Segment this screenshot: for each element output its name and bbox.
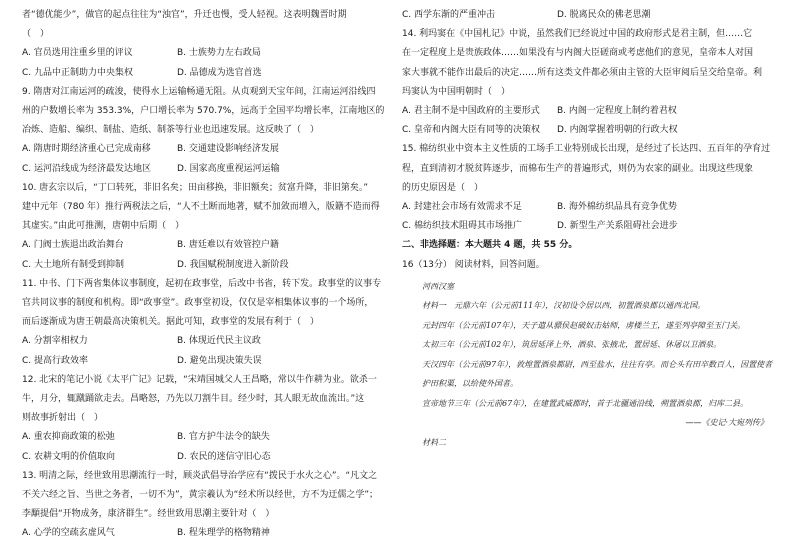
- text-line: 而后逐渐成为唐王朝最高决策机关。据此可知，政事堂的发展有利于（ ）: [22, 317, 320, 328]
- text-line: 其虚实。”由此可推测，唐朝中后期（ ）: [22, 221, 185, 232]
- material1-line: 太初三年（公元前102年），筑居延泽上外，酒泉、张掖北，置居延、休屠以卫酒泉。: [422, 340, 722, 350]
- option-text: B. 交通建设影响经济发展: [177, 144, 279, 155]
- option-text: A. 君主制不是中国政府的主要形式: [402, 106, 540, 117]
- option-text: B. 官方护牛法令的缺失: [177, 432, 270, 443]
- option-text: B. 唐廷难以有效管控户籍: [177, 240, 279, 251]
- text-line: 家大事就不能作出最后的决定……所有这类文件都必须由主管的大臣审阅后呈交给皇帝。利: [402, 67, 763, 78]
- section-title: 二、非选择题：本大题共 4 题，共 55 分。: [402, 240, 578, 251]
- material1-line: 元封四年（公元前107年），天子遣从骠侯赵破奴击姑师，虏楼兰王，遂至列亭障至玉门关。: [422, 320, 746, 330]
- text-line: 14. 利玛窦在《中国札记》中说，虽然我们已经说过中国的政府形式是君主制，但……它: [402, 29, 753, 40]
- option-row: [22, 64, 386, 83]
- option-row: [22, 44, 386, 63]
- text-line: （ ）: [22, 29, 50, 40]
- option-text: C. 农耕文明的价值取向: [22, 451, 116, 462]
- text-line: 者“德优能少”，做官的起点往往为“浊官”，升迁也慢，受人轻视。这表明魏晋时期: [22, 10, 347, 20]
- option-text: D. 内阁掌握着明朝的行政大权: [557, 125, 678, 136]
- text-line: 12. 北宋的笔记小说《太平广记》记载，“宋靖国城父人王昌略，常以牛作耕为业。欲杀一: [22, 374, 377, 385]
- option-text: C. 大土地所有制受到抑制: [22, 259, 125, 270]
- material1-source: ——《史记·大宛列传》: [685, 418, 768, 428]
- option-text: C. 九品中正制助力中央集权: [22, 67, 134, 78]
- option-text: B. 士族势力左右政局: [177, 48, 261, 59]
- option-text: C. 运河沿线成为经济最发达地区: [22, 163, 152, 174]
- option-row: [22, 524, 386, 543]
- option-text: D. 新型生产关系阻碍社会进步: [557, 221, 678, 232]
- option-row: [22, 140, 386, 159]
- option-row: [402, 102, 774, 121]
- option-text: B. 海外棉纺织品具有竞争优势: [557, 202, 677, 213]
- option-text: A. 官员选用注重乡里的评议: [22, 48, 133, 59]
- text-line: 11. 中书、门下两省集体议事制度，起初在政事堂，后改中书省，转下发。政事堂的议事专: [22, 278, 382, 289]
- option-text: B. 体现近代民主议政: [177, 336, 261, 347]
- option-row: [22, 332, 386, 351]
- option-text: A. 分割宰相权力: [22, 336, 88, 347]
- option-row: [402, 121, 774, 140]
- option-text: D. 避免出现决策失误: [177, 355, 262, 366]
- question-16-prompt: 16（13分） 阅读材料，回答问题。: [402, 259, 545, 270]
- text-line: 13. 明清之际，经世致用思潮流行一时，顾炎武倡导治学应有“拨民于水火之心”。“凡文之: [22, 470, 378, 481]
- material2-label: 材料二: [422, 437, 446, 447]
- option-text: A. 门阀士族退出政治舞台: [22, 240, 124, 251]
- option-text: B. 程朱理学的格物精神: [177, 528, 270, 539]
- option-row: [22, 236, 386, 255]
- option-text: D. 农民的迷信守旧心态: [177, 451, 271, 462]
- material1-title: 河西汉塞: [422, 281, 454, 291]
- option-text: A. 心学的空疏玄虚风气: [22, 528, 115, 539]
- right-column: [402, 6, 774, 452]
- option-text: D. 我国赋税制度进入新阶段: [177, 259, 289, 270]
- text-line: 则故事折射出（ ）: [22, 413, 104, 424]
- option-row: [22, 448, 386, 467]
- material1-line: 材料一 元鼎六年（公元前111年），汉初设令居以西，初置酒泉郡以通西北国。: [422, 301, 706, 311]
- option-text: C. 皇帝和内阁大臣有同等的决策权: [402, 125, 541, 136]
- option-row: [22, 352, 386, 371]
- option-text: B. 内阁一定程度上制约着君权: [557, 106, 677, 117]
- text-line: 程，直到清初才脱贫阵逐步，而棉布生产的普遍形式，则仍为农家的副业。出现这些现象: [402, 163, 754, 174]
- text-line: 的历史原因是（ ）: [402, 182, 484, 193]
- option-row: [402, 6, 774, 25]
- option-text: C. 西学东渐的严重冲击: [402, 10, 496, 20]
- option-text: D. 国家高度重视运河运输: [177, 163, 280, 174]
- text-line: 15. 棉纺织业中资本主义性质的工场手工业特别成长出现，是经过了长达四、五百年的孕育过: [402, 144, 771, 155]
- left-column: [22, 6, 386, 544]
- option-text: A. 封建社会市场有效需求不足: [402, 202, 522, 213]
- text-line: 官共同议事的制度和机构。即“政事堂”。政事堂初设，仅仅是宰相集体议事的一个场所，: [22, 298, 374, 309]
- option-row: [402, 198, 774, 217]
- option-text: A. 重农抑商政策的松弛: [22, 432, 115, 443]
- text-line: 10. 唐玄宗以后，“丁口转死，非旧名矣；田亩移换，非旧额矣；贫富升降，非旧第矣。”: [22, 182, 369, 193]
- text-line: 不关六经之旨、当世之务者，一切不为”，黄宗羲认为“经术所以经世，方不为迂儒之学”；: [22, 490, 378, 501]
- material1-line: 宣帝地节三年（公元前67年），在建置武威郡时，首于北疆通沿线，朔置酒泉郡，归库二县。: [422, 398, 749, 408]
- text-line: 玛窦认为中国明朝时（ ）: [402, 86, 511, 97]
- material1-line: 天汉四年（公元前97年），敦煌置酒泉都尉，西至盐水，往往有亭。而仑头有田卒数百人，因置使者护田积粟，以给使外国者。: [422, 359, 773, 389]
- text-line: 冶炼、造船、编织、制盐、造纸、制茶等行业也迅速发展。这反映了（ ）: [22, 125, 320, 136]
- text-line: 建中元年（780 年）推行两税法之后，“人不土断而地著，赋不加敛而增入，版籍不造而得: [22, 202, 380, 213]
- option-row: [22, 160, 386, 179]
- right-question-lines: [402, 6, 774, 236]
- option-text: A. 隋唐时期经济重心已完成南移: [22, 144, 151, 155]
- material1-lines: [402, 296, 774, 413]
- option-row: [22, 256, 386, 275]
- option-text: C. 提高行政效率: [22, 355, 89, 366]
- text-line: 9. 隋唐对江南运河的疏浚，使得水上运输畅通无阻。从贞观到天宝年间，江南运河沿线四: [22, 86, 376, 97]
- material-box: [402, 277, 774, 453]
- option-row: [402, 217, 774, 236]
- text-line: 州的户数增长率为 353.3%，户口增长率为 570.7%，远高于全国平均增长率，江南地区的: [22, 106, 385, 117]
- option-text: C. 棉纺织技术阻碍其市场推广: [402, 221, 523, 232]
- text-line: 牛，月分，辄蹴踊欲走去。昌略怒，乃先以刀割牛目。经少时，其人眼无故血流出。”这: [22, 394, 365, 405]
- option-row: [22, 428, 386, 447]
- text-line: 李顒提倡“开物成务，康济群生”。经世致用思潮主要针对（ ）: [22, 509, 275, 520]
- option-text: D. 脱离民众的佛老思潮: [557, 10, 651, 20]
- text-line: 在一定程度上是贵族政体……如果没有与内阁大臣磋商或考虑他们的意见，皇帝本人对国: [402, 48, 754, 59]
- option-text: D. 品德成为选官首选: [177, 67, 262, 78]
